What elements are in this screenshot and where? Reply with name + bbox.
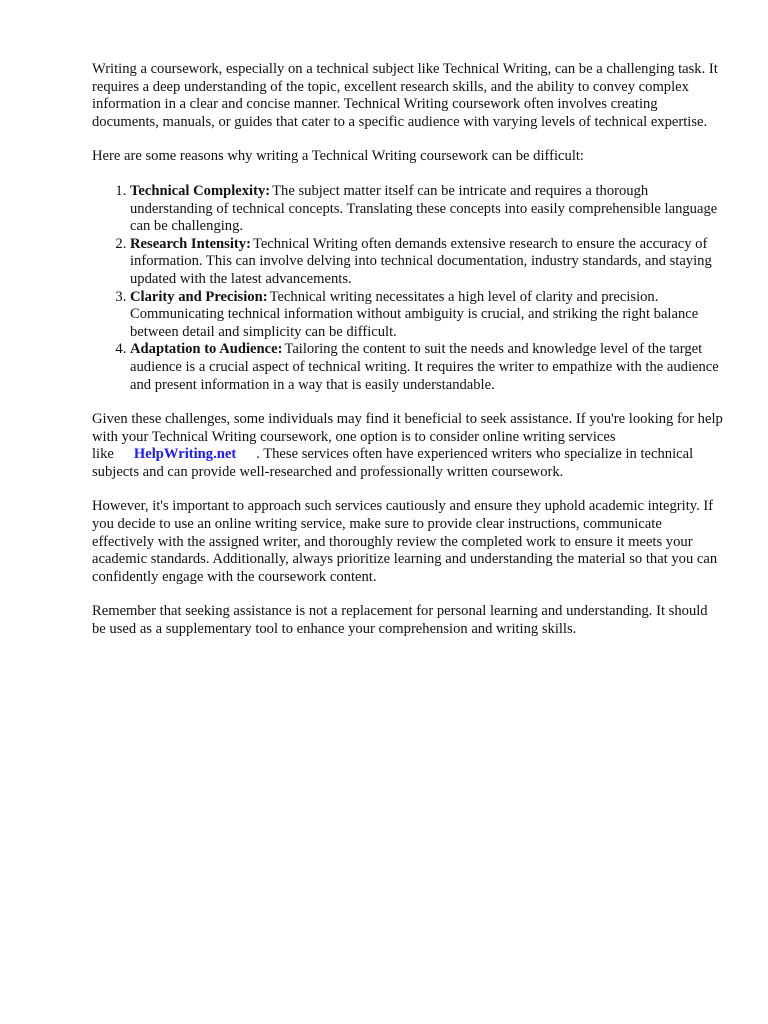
reason-term: Adaptation to Audience:: [130, 341, 283, 358]
document-page: [92, 61, 724, 656]
reason-text: The subject matter itself can be intricate and requires a thorough understanding of technical concepts. Translating these concepts into easily comprehensible language can be challenging.: [130, 182, 718, 235]
closing-paragraph: Remember that seeking assistance is not a replacement for personal learning and understanding. It should be used as a supplementary tool to enhance your comprehension and writing skills.: [92, 603, 708, 638]
list-item: [130, 183, 724, 236]
helpwriting-link[interactable]: HelpWriting.net: [133, 446, 237, 463]
assistance-paragraph: [92, 411, 724, 481]
caution-paragraph: However, it's important to approach such services cautiously and ensure they uphold academic integrity. If you decide to use an online writing service, make sure to provide clear instructions, communicate effectively with the assigned writer, and thoroughly review the completed work to ensure it meets your academic standards. Additionally, always prioritize learning and understanding the material so that you can confidently engage with the coursework content.: [92, 498, 718, 585]
reason-term: Clarity and Precision:: [130, 288, 268, 305]
reason-text: Technical Writing often demands extensive research to ensure the accuracy of information. This can involve delving into technical documentation, industry standards, and staying updated with the latest advancements.: [130, 235, 712, 287]
reason-text: Tailoring the content to suit the needs and knowledge level of the target audience is a crucial aspect of technical writing. It requires the writer to empathize with the audience and present information in a way that is easily understandable.: [130, 341, 719, 393]
list-item: [130, 289, 724, 342]
assistance-text-after: . These services often have experienced writers who specialize in technical subjects and can provide well-researched and professionally written coursework.: [92, 446, 694, 480]
reasons-list: [92, 183, 724, 394]
assistance-text-before: Given these challenges, some individuals may find it beneficial to seek assistance. If you're looking for help with your Technical Writing coursework, one option is to consider online writing services like: [92, 411, 723, 463]
reasons-lead-paragraph: Here are some reasons why writing a Technical Writing coursework can be difficult:: [92, 148, 584, 165]
intro-paragraph: Writing a coursework, especially on a technical subject like Technical Writing, can be a challenging task. It requires a deep understanding of the topic, excellent research skills, and the ability to convey complex information in a clear and concise manner. Technical Writing coursework often involves creating documents, manuals, or guides that cater to a specific audience with varying levels of technical expertise.: [92, 61, 718, 130]
reason-text: Technical writing necessitates a high level of clarity and precision. Communicating technical information without ambiguity is crucial, and striking the right balance between detail and simplicity can be difficult.: [130, 288, 699, 340]
reason-term: Technical Complexity:: [130, 182, 271, 199]
list-item: [130, 341, 724, 394]
reason-term: Research Intensity:: [130, 235, 251, 252]
list-item: [130, 236, 724, 289]
